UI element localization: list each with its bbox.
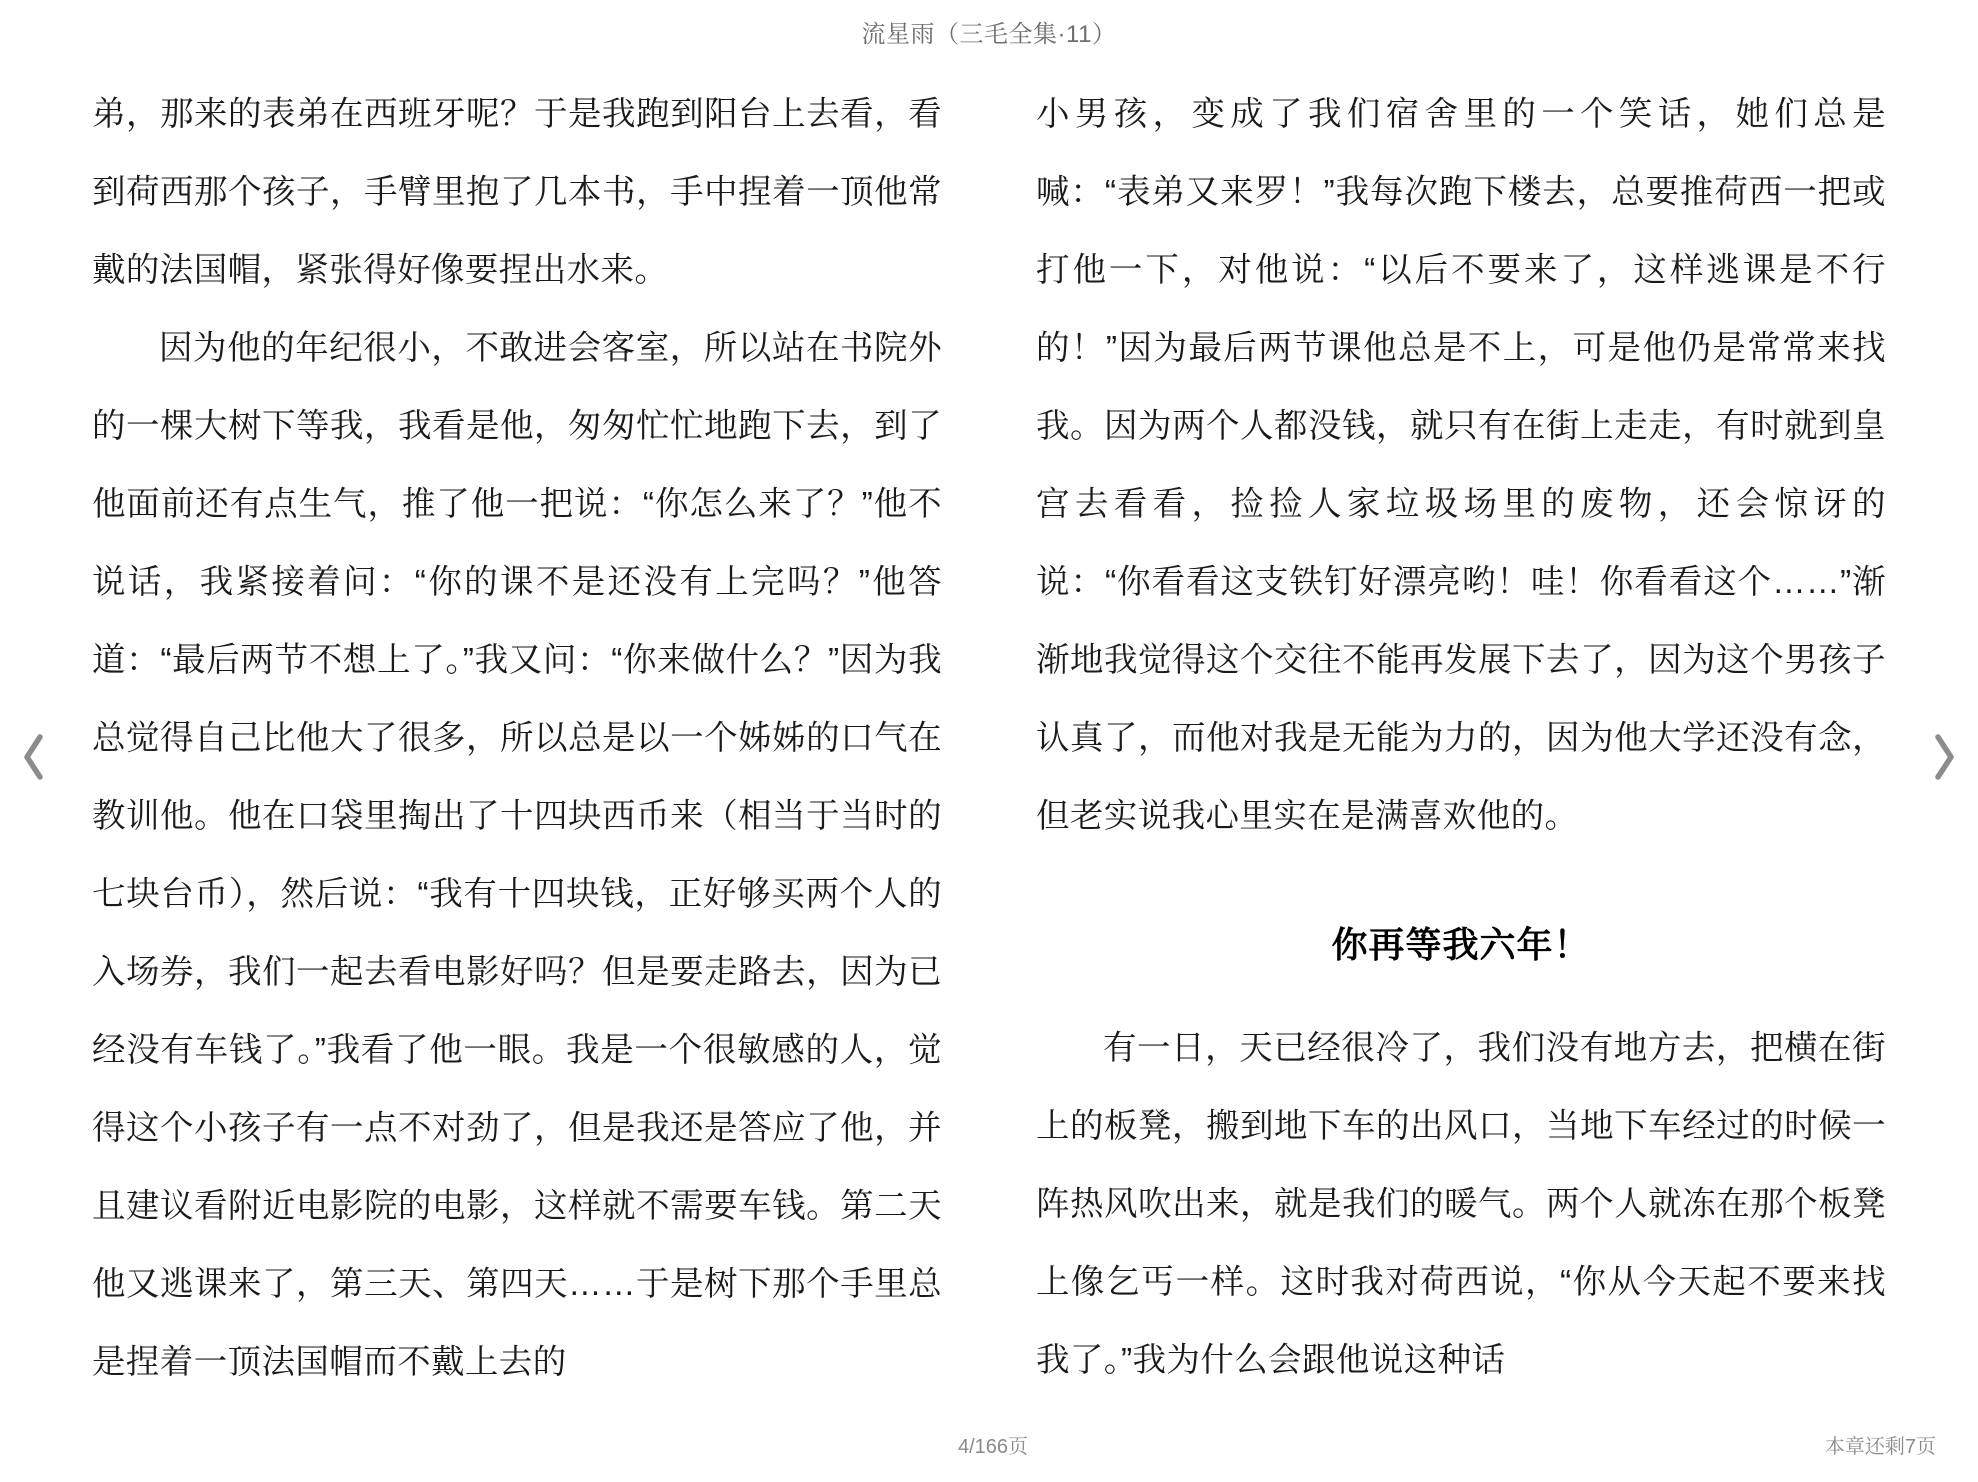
page-columns: [0, 64, 1978, 1394]
right-column: [1036, 64, 1886, 1394]
chapter-remaining-indicator: 本章还剩7页: [1824, 1436, 1936, 1458]
paragraph: 因为他的年纪很小，不敢进会客室，所以站在书院外的一棵大树下等我，我看是他，匆匆忙忙地跑下去，到了他面前还有点生气，推了他一把说：“你怎么来了？”他不说话，我紧接着问：“你的课不是还没有上完吗？”他答道：“最后两节不想上了。”我又问：“你来做什么？”因为我总觉得自己比他大了很多，所以总是以一个姊姊的口气在教训他。他在口袋里掏出了十四块西币来（相当于当时的七块台币），然后说：“我有十四块钱，正好够买两个人的入场券，我们一起去看电影好吗？但是要走路去，因为已经没有车钱了。”我看了他一眼。我是一个很敏感的人，觉得这个小孩子有一点不对劲了，但是我还是答应了他，并且建议看附近电影院的电影，这样就不需要车钱。第二天他又逃课来了，第三天、第四天……于是树下那个手里总是捏着一顶法国帽而不戴上去的: [92, 330, 942, 1381]
paragraph: 小男孩，变成了我们宿舍里的一个笑话，她们总是喊：“表弟又来罗！”我每次跑下楼去，总要推荷西一把或打他一下，对他说：“以后不要来了，这样逃课是不行的！”因为最后两节课他总是不上，可是他仍是常常来找我。因为两个人都没钱，就只有在街上走走，有时就到皇宫去看看，捡捡人家垃圾场里的废物，还会惊讶的说：“你看看这支铁钉好漂亮哟！哇！你看看这个……”渐渐地我觉得这个交往不能再发展下去了，因为这个男孩子认真了，而他对我是无能为力的，因为他大学还没有念，但老实说我心里实在是满喜欢他的。: [1036, 96, 1886, 835]
paragraph: 有一日，天已经很冷了，我们没有地方去，把横在街上的板凳，搬到地下车的出风口，当地下车经过的时候一阵热风吹出来，就是我们的暖气。两个人就冻在那个板凳上像乞丐一样。这时我对荷西说，“你从今天起不要来找我了。”我为什么会跟他说这种话: [1036, 1030, 1886, 1379]
paragraph: 弟，那来的表弟在西班牙呢？于是我跑到阳台上去看，看到荷西那个孩子，手臂里抱了几本书，手中捏着一顶他常戴的法国帽，紧张得好像要捏出水来。: [92, 96, 942, 289]
section-heading: 你再等我六年！: [1331, 924, 1591, 965]
reader-footer: [0, 1408, 1978, 1482]
book-title: 流星雨（三毛全集·11）: [861, 20, 1117, 48]
left-column: [92, 64, 942, 1394]
page-indicator: 4/166页: [958, 1436, 1029, 1458]
reader-header: [0, 0, 1978, 62]
